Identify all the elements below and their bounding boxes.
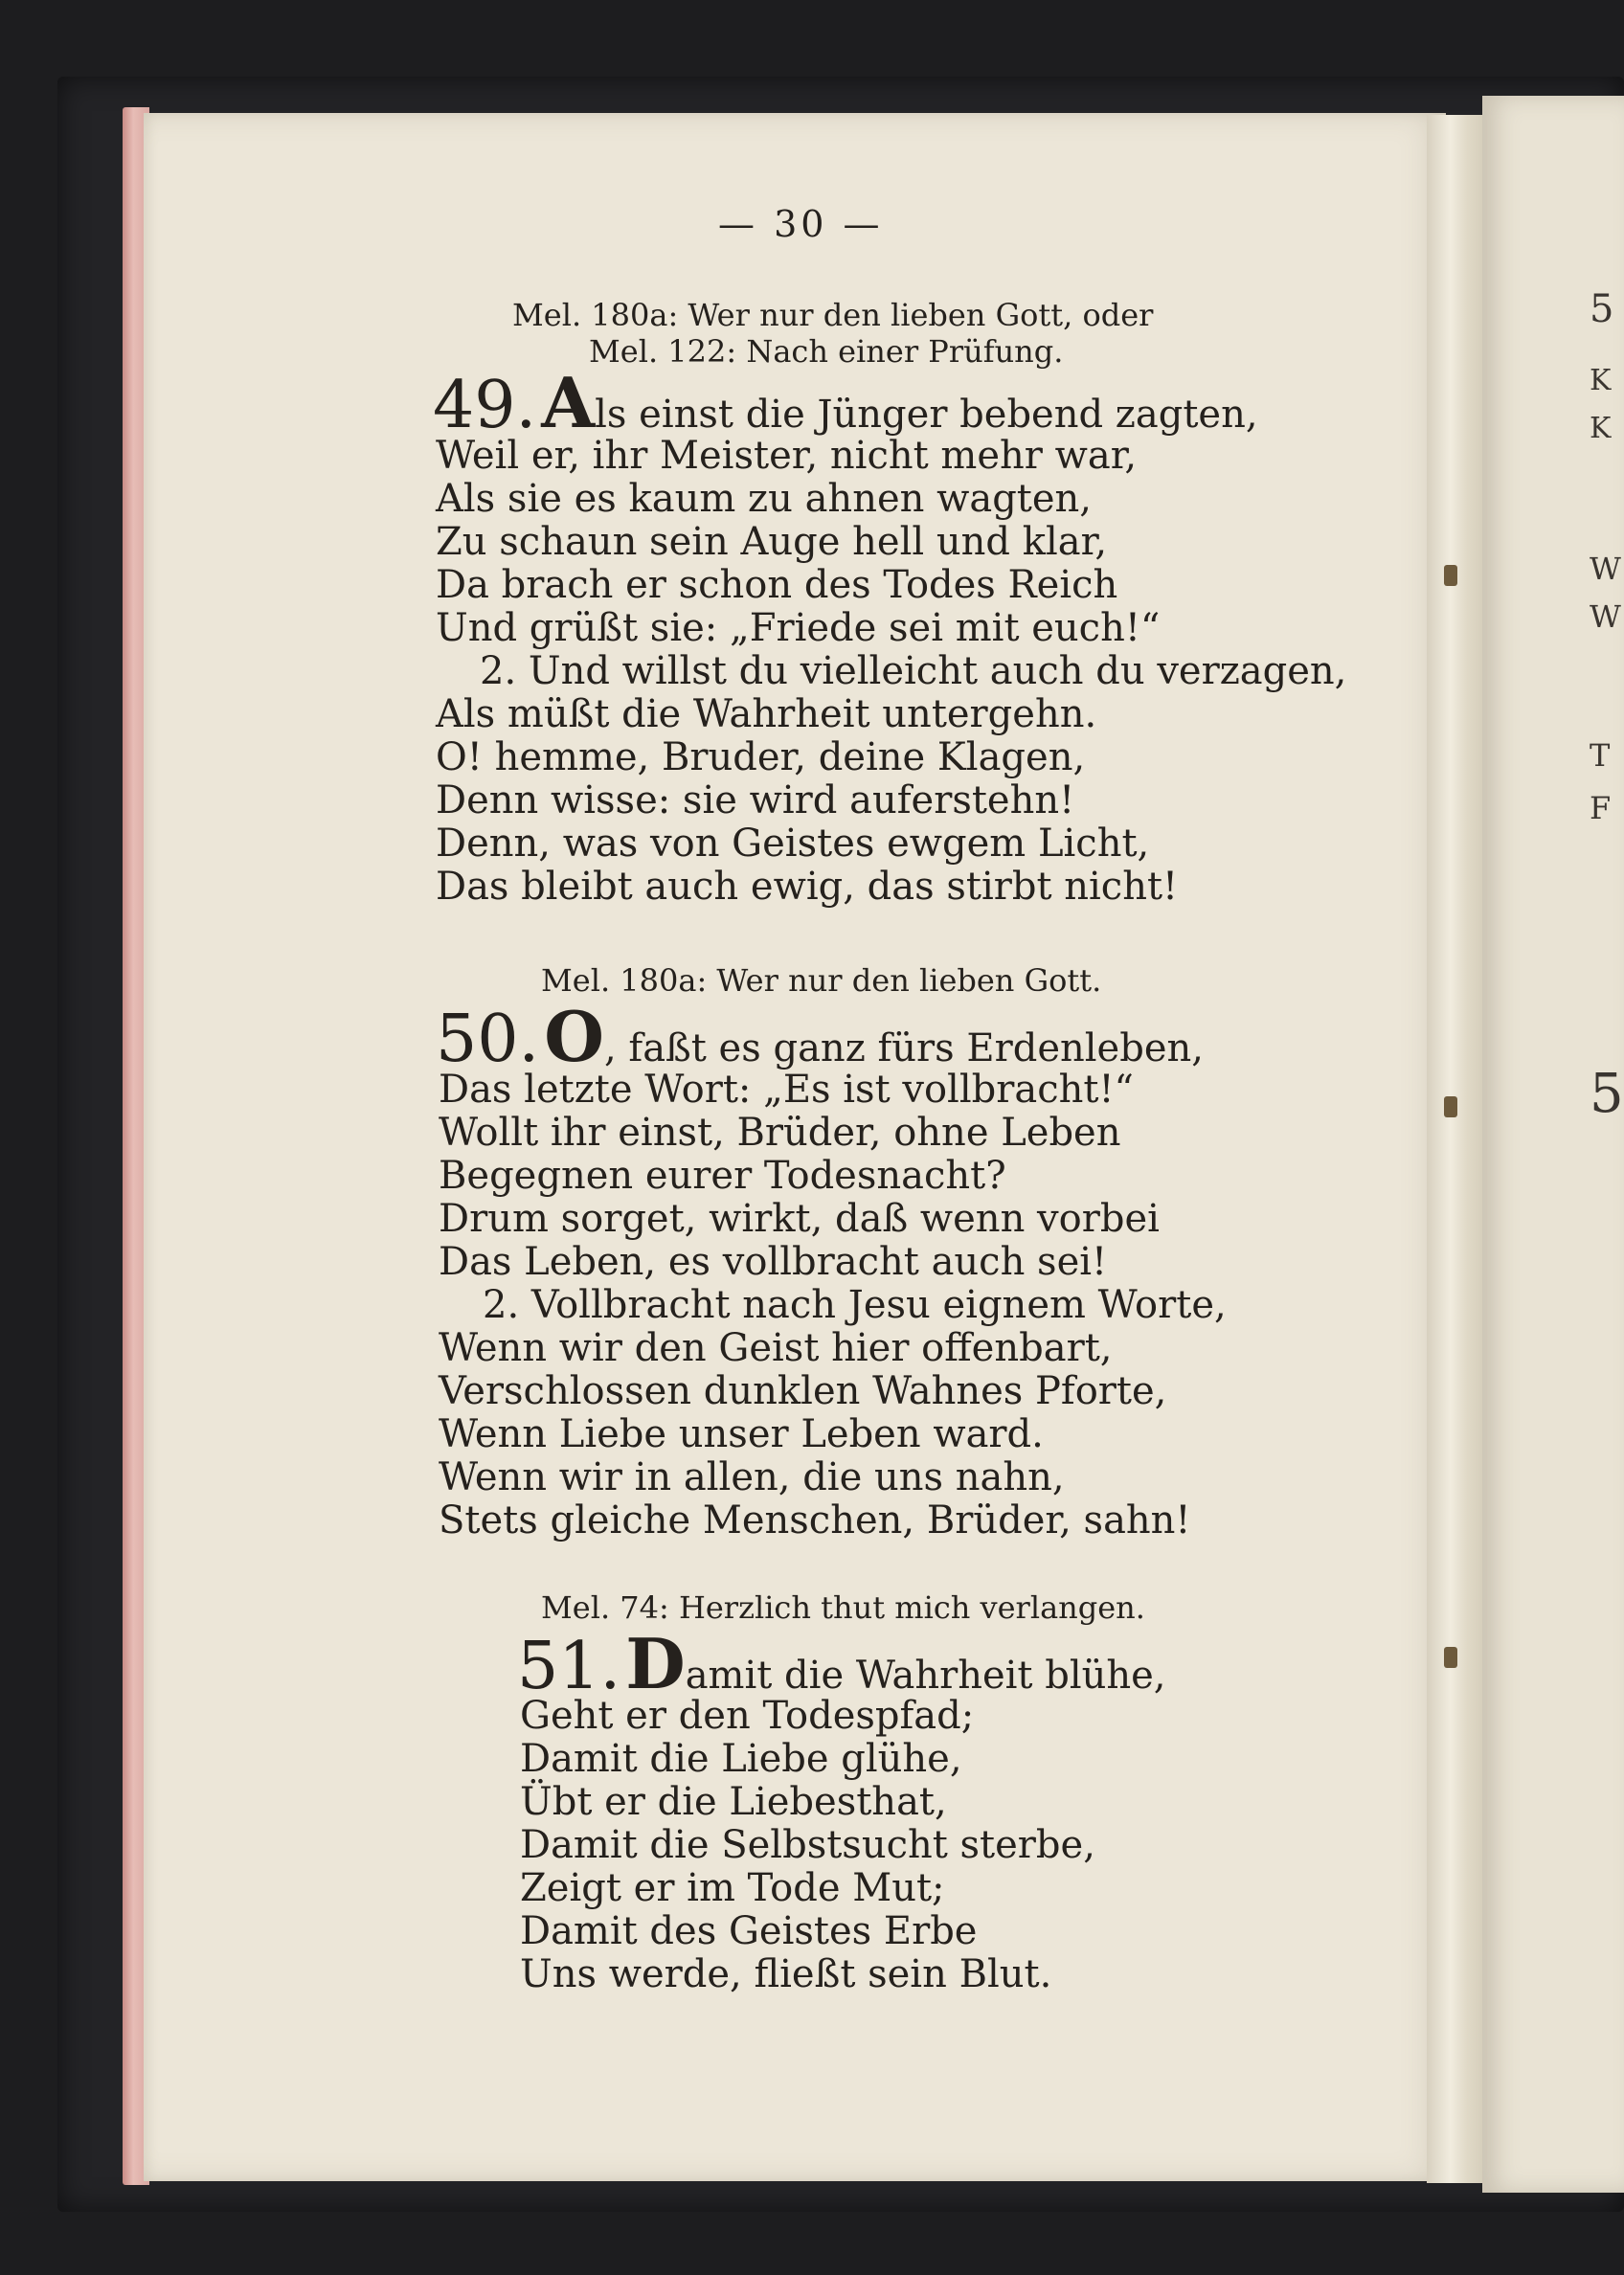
verse-line: Da brach er schon des Todes Reich (436, 563, 1118, 607)
binding-stitch (1444, 565, 1457, 586)
verse-line: O! hemme, Bruder, deine Klagen, (436, 735, 1086, 779)
next-page-fragment: W (1590, 551, 1621, 587)
hymn-heading (433, 362, 1258, 443)
verse-line: Das Leben, es vollbracht auch sei! (439, 1240, 1108, 1284)
verse-line: Zeigt er im Tode Mut; (520, 1866, 945, 1910)
verse-line: Das letzte Wort: „Es ist vollbracht!“ (439, 1068, 1134, 1112)
verse-line: Stets gleiche Menschen, Brüder, sahn! (439, 1498, 1191, 1543)
verse-line: Uns werde, fließt sein Blut. (520, 1952, 1052, 1996)
verse-line: Wollt ihr einst, Brüder, ohne Leben (439, 1111, 1121, 1155)
binding-stitch (1444, 1096, 1457, 1117)
verse-line: amit die Wahrheit blühe, (685, 1654, 1166, 1698)
hymn-number: 50. (436, 1002, 540, 1077)
verse-line: 2. Und willst du vielleicht auch du verzagen, (480, 649, 1347, 693)
next-page-fragment: K (1590, 412, 1612, 445)
hymn-heading (517, 1623, 1166, 1704)
hymn-verse (520, 1695, 1095, 1996)
verse-line: Zu schaun sein Auge hell und klar, (436, 520, 1108, 564)
next-page-fragment: T (1590, 737, 1611, 774)
melody-line: Mel. 180a: Wer nur den lieben Gott, oder (512, 297, 1154, 333)
verse-line: Weil er, ihr Meister, nicht mehr war, (436, 434, 1138, 478)
verse-line: Wenn wir den Geist hier offenbart, (439, 1326, 1113, 1370)
verse-line: Denn wisse: sie wird auferstehn! (436, 778, 1075, 822)
drop-initial: D (625, 1623, 686, 1704)
verse-line: , faßt es ganz fürs Erdenleben, (603, 1026, 1204, 1070)
next-page-fragment: W (1590, 598, 1621, 635)
melody-line: Mel. 180a: Wer nur den lieben Gott. (541, 962, 1102, 999)
verse-line: Begegnen eurer Todesnacht? (439, 1154, 1006, 1198)
hymn-verse (439, 1069, 1227, 1543)
drop-initial: O (544, 996, 604, 1077)
verse-line: Übt er die Liebesthat, (520, 1780, 947, 1824)
verse-line: Damit die Liebe glühe, (520, 1737, 962, 1781)
verse-line: Geht er den Todespfad; (520, 1694, 975, 1738)
verse-line: 2. Vollbracht nach Jesu eignem Worte, (483, 1283, 1227, 1327)
verse-line: Wenn wir in allen, die uns nahn, (439, 1455, 1065, 1499)
verse-line: Damit des Geistes Erbe (520, 1909, 978, 1953)
verse-line: Als müßt die Wahrheit untergehn. (436, 692, 1097, 736)
melody-line: Mel. 122: Nach einer Prüfung. (589, 333, 1064, 370)
verse-line: Denn, was von Geistes ewgem Licht, (436, 822, 1150, 866)
verse-line: Als sie es kaum zu ahnen wagten, (436, 477, 1093, 521)
hymn-number: 49. (433, 368, 537, 443)
melody-line: Mel. 74: Herzlich thut mich verlangen. (541, 1589, 1145, 1626)
verse-line: ls einst die Jünger bebend zagten, (595, 393, 1258, 437)
next-page-fragment: F (1590, 790, 1612, 826)
next-page-fragment: 5 (1590, 1063, 1624, 1125)
verse-line: Wenn Liebe unser Leben ward. (439, 1412, 1044, 1456)
binding-stitch (1444, 1647, 1457, 1668)
hymn-number: 51. (517, 1629, 621, 1704)
hymn-heading (436, 996, 1204, 1077)
next-page-fragment: 5 (1590, 287, 1614, 331)
next-page-fragment: K (1590, 364, 1612, 397)
next-page (1482, 96, 1624, 2193)
hymn-verse (436, 435, 1346, 909)
verse-line: Das bleibt auch ewig, das stirbt nicht! (436, 865, 1179, 909)
verse-line: Damit die Selbstsucht sterbe, (520, 1823, 1095, 1867)
page-number: — 30 — (718, 203, 884, 245)
verse-line: Drum sorget, wirkt, daß wenn vorbei (439, 1197, 1160, 1241)
verse-line: Verschlossen dunklen Wahnes Pforte, (439, 1369, 1167, 1413)
drop-initial: A (541, 362, 596, 443)
verse-line: Und grüßt sie: „Friede sei mit euch!“ (436, 606, 1161, 650)
